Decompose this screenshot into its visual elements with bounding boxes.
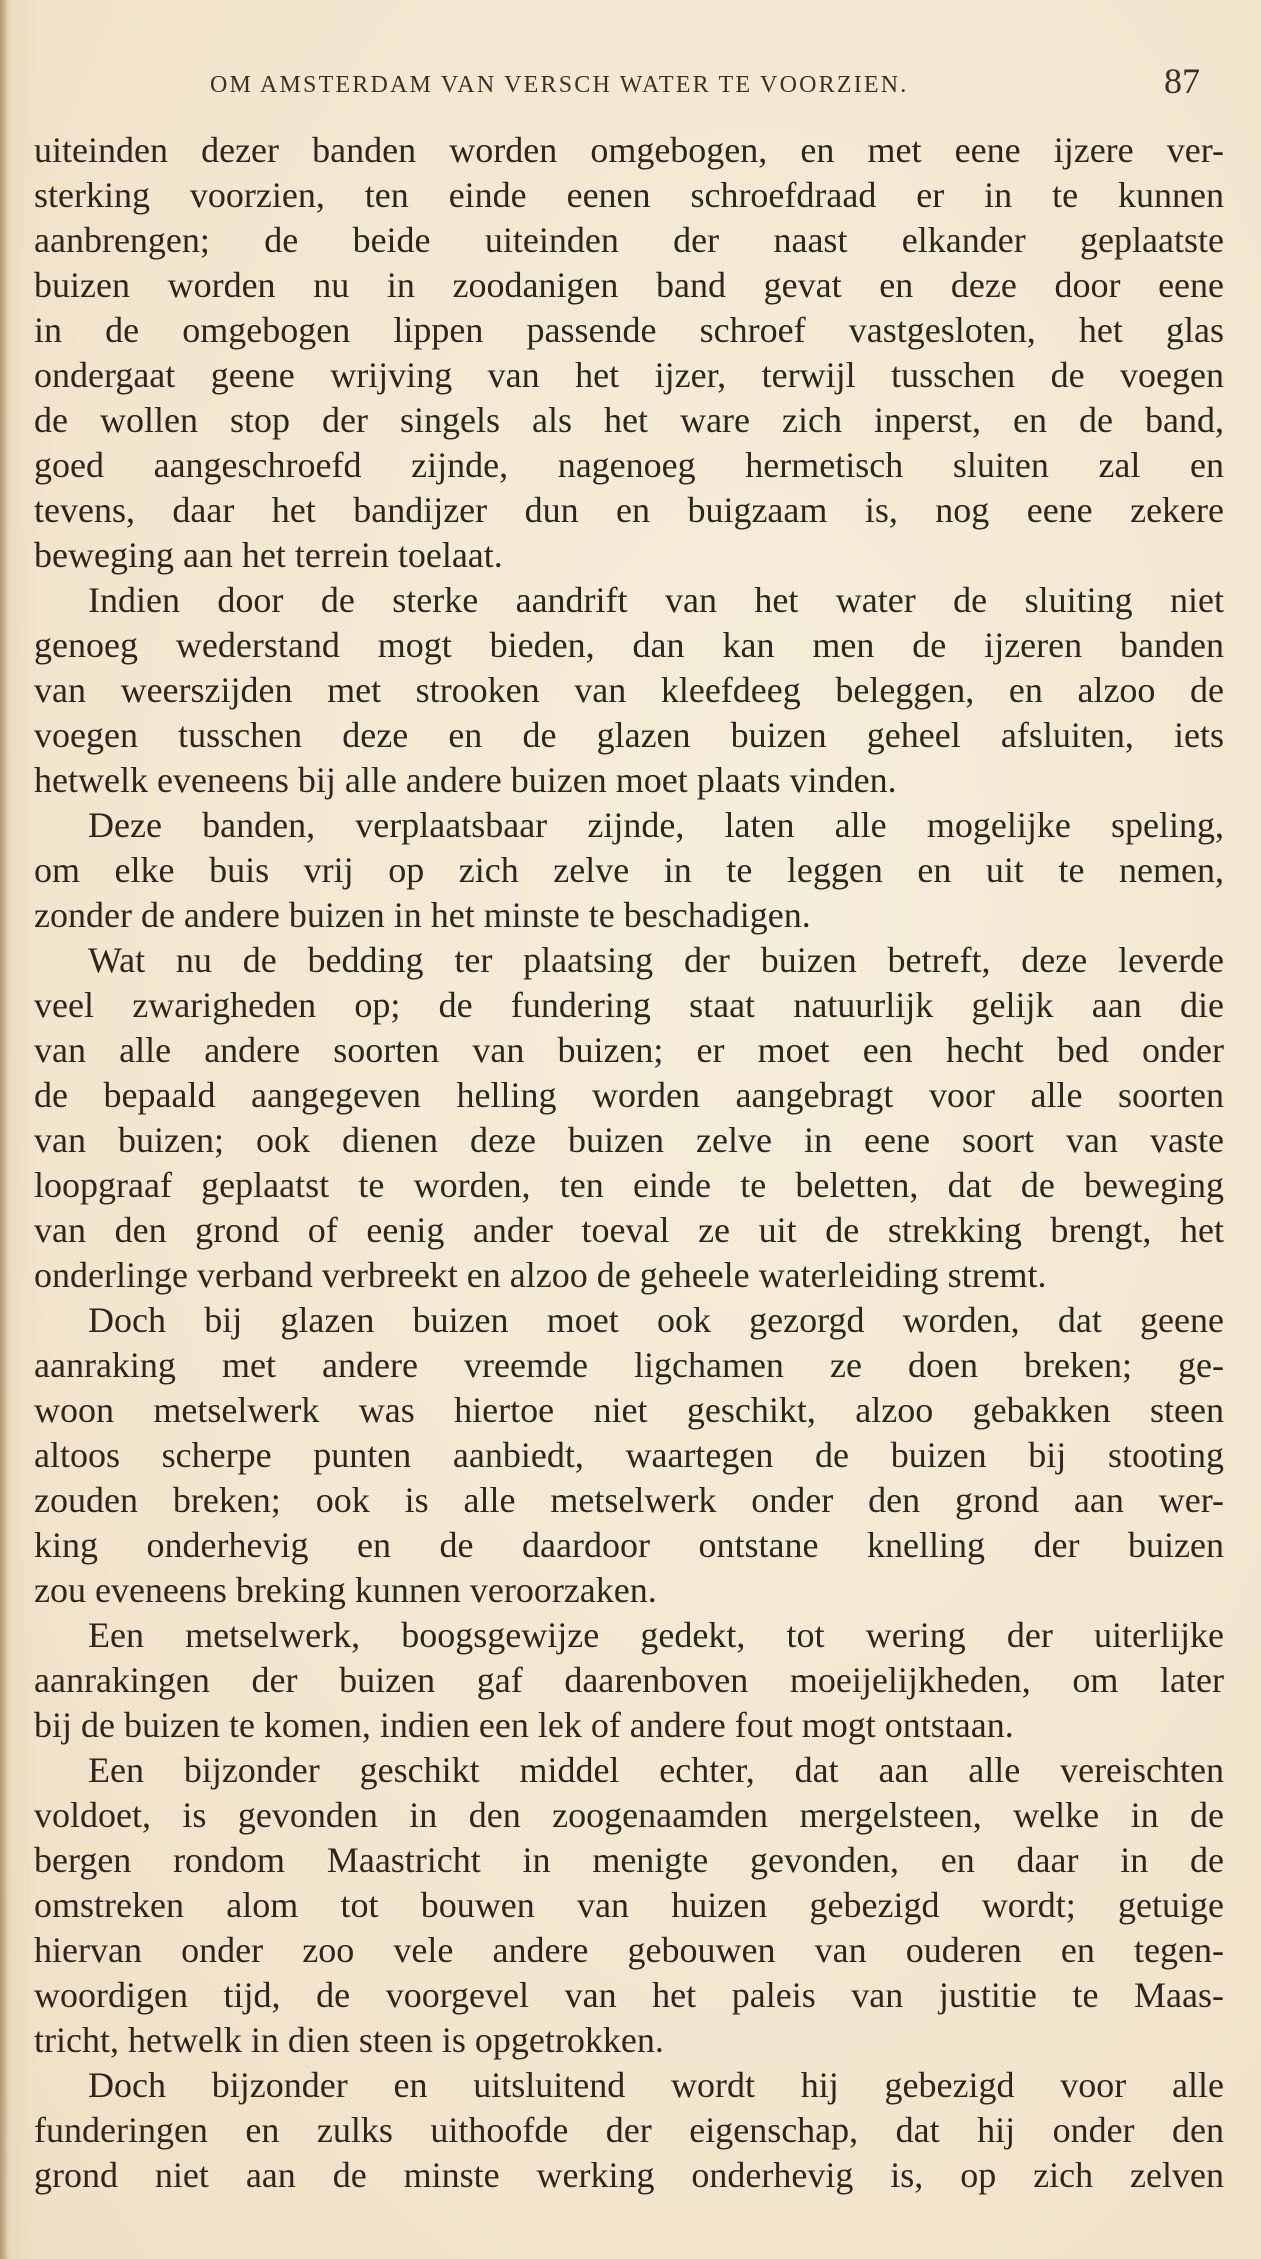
text-line: hiervan onder zoo vele andere gebouwen van ouderen en tegen- [34,1930,1224,1970]
text-line: voldoet, is gevonden in den zoogenaamden mergelsteen, welke in de [34,1795,1224,1835]
text-line: ondergaat geene wrijving van het ijzer, terwijl tusschen de voegen [34,355,1224,395]
text-line: van den grond of eenig ander toeval ze uit de strekking brengt, het [34,1210,1224,1250]
page-number: 87 [1164,61,1200,101]
text-line: beweging aan het terrein toelaat. [34,535,503,575]
paragraph [34,1298,1224,1613]
text-line: Een metselwerk, boogsgewijze gedekt, tot wering der uiterlijke [88,1615,1224,1655]
text-line: bij de buizen te komen, indien een lek of andere fout mogt ontstaan. [34,1705,1014,1745]
text-line: de bepaald aangegeven helling worden aangebragt voor alle soorten [34,1075,1224,1115]
paragraph [34,128,1224,578]
text-line: aanrakingen der buizen gaf daarenboven moeijelijkheden, om later [34,1660,1224,1700]
text-line: Doch bijzonder en uitsluitend wordt hij gebezigd voor alle [88,2065,1224,2105]
text-line: in de omgebogen lippen passende schroef vastgesloten, het glas [34,310,1224,350]
text-line: de wollen stop der singels als het ware zich inperst, en de band, [34,400,1224,440]
paragraph [34,803,1224,938]
text-line: veel zwarigheden op; de fundering staat natuurlijk gelijk aan die [34,985,1224,1025]
text-line: om elke buis vrij op zich zelve in te leggen en uit te nemen, [34,850,1224,890]
text-line: zonder de andere buizen in het minste te beschadigen. [34,895,811,935]
text-line: van weerszijden met strooken van kleefdeeg beleggen, en alzoo de [34,670,1224,710]
text-line: aanbrengen; de beide uiteinden der naast elkander geplaatste [34,220,1224,260]
running-head-title: OM AMSTERDAM VAN VERSCH WATER TE VOORZIEN. [210,72,909,98]
text-line: hetwelk eveneens bij alle andere buizen moet plaats vinden. [34,760,897,800]
text-line: funderingen en zulks uithoofde der eigenschap, dat hij onder den [34,2110,1224,2150]
text-line: Een bijzonder geschikt middel echter, dat aan alle vereischten [88,1750,1224,1790]
paragraph [34,1748,1224,2063]
text-line: aanraking met andere vreemde ligchamen ze doen breken; ge- [34,1345,1224,1385]
text-line: bergen rondom Maastricht in menigte gevonden, en daar in de [34,1840,1224,1880]
text-line: van alle andere soorten van buizen; er moet een hecht bed onder [34,1030,1224,1070]
page-spine-shadow [0,0,8,2259]
paragraph [34,2063,1224,2198]
text-line: onderlinge verband verbreekt en alzoo de geheele waterleiding stremt. [34,1255,1047,1295]
text-line: tevens, daar het bandijzer dun en buigzaam is, nog eene zekere [34,490,1224,530]
text-line: zou eveneens breking kunnen veroorzaken. [34,1570,657,1610]
text-line: woordigen tijd, de voorgevel van het paleis van justitie te Maas- [34,1975,1224,2015]
text-line: loopgraaf geplaatst te worden, ten einde te beletten, dat de beweging [34,1165,1224,1205]
text-line: Wat nu de bedding ter plaatsing der buizen betreft, deze leverde [88,940,1224,980]
text-line: Deze banden, verplaatsbaar zijnde, laten alle mogelijke speling, [88,805,1224,845]
text-line: uiteinden dezer banden worden omgebogen, en met eene ijzere ver- [34,130,1224,170]
text-line: zouden breken; ook is alle metselwerk onder den grond aan wer- [34,1480,1224,1520]
text-line: van buizen; ook dienen deze buizen zelve in eene soort van vaste [34,1120,1224,1160]
text-line: goed aangeschroefd zijnde, nagenoeg hermetisch sluiten zal en [34,445,1224,485]
body-text [34,128,1224,2198]
text-line: woon metselwerk was hiertoe niet geschikt, alzoo gebakken steen [34,1390,1224,1430]
paragraph [34,578,1224,803]
paragraph [34,938,1224,1298]
text-line: tricht, hetwelk in dien steen is opgetrokken. [34,2020,664,2060]
text-line: omstreken alom tot bouwen van huizen gebezigd wordt; getuige [34,1885,1224,1925]
text-line: voegen tusschen deze en de glazen buizen geheel afsluiten, iets [34,715,1224,755]
running-head [0,58,1261,118]
text-line: king onderhevig en de daardoor ontstane knelling der buizen [34,1525,1224,1565]
text-line: buizen worden nu in zoodanigen band gevat en deze door eene [34,265,1224,305]
text-line: Indien door de sterke aandrift van het water de sluiting niet [88,580,1224,620]
text-line: altoos scherpe punten aanbiedt, waartegen de buizen bij stooting [34,1435,1224,1475]
text-line: grond niet aan de minste werking onderhevig is, op zich zelven [34,2155,1224,2195]
paragraph [34,1613,1224,1748]
text-line: Doch bij glazen buizen moet ook gezorgd worden, dat geene [88,1300,1224,1340]
text-line: sterking voorzien, ten einde eenen schroefdraad er in te kunnen [34,175,1224,215]
text-line: genoeg wederstand mogt bieden, dan kan men de ijzeren banden [34,625,1224,665]
